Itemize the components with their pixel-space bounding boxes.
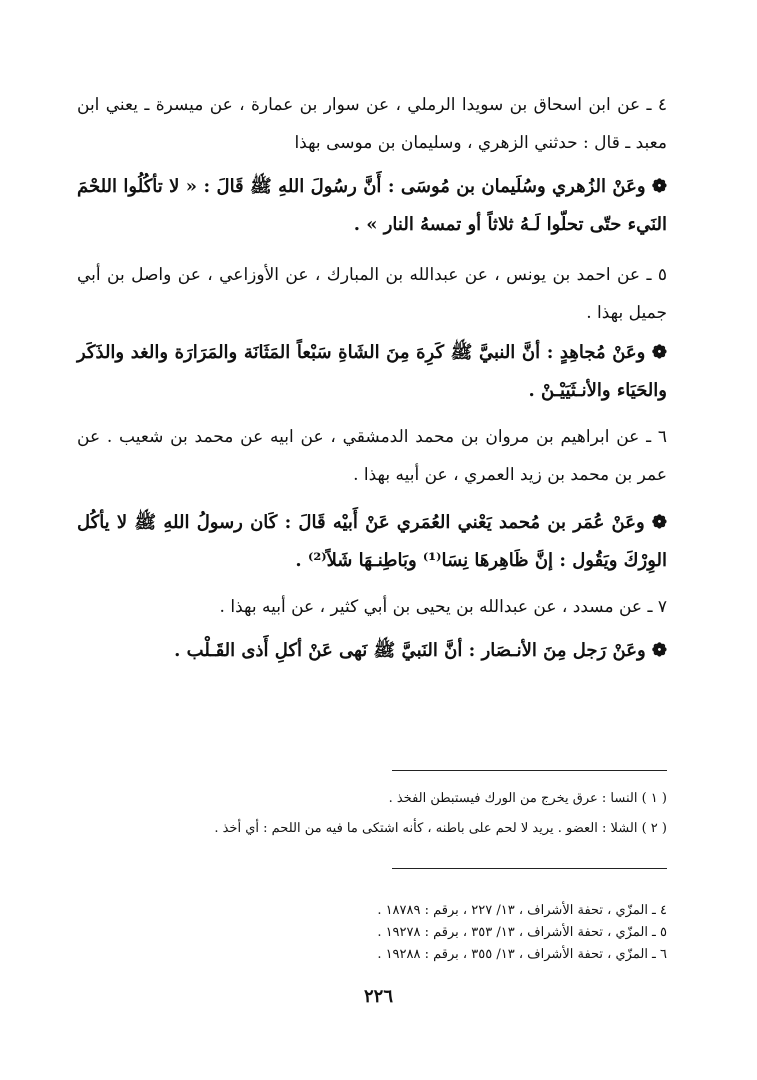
chain-4: ٤ ـ عن ابن اسحاق بن سويدا الرملي ، عن سوار بن عمارة ، عن ميسرة ـ يعني ابن معبد ـ قال : حدثني الزهري ، وسليمان بن موسى بهذا — [77, 95, 667, 153]
footnote-1: ( ١ ) النسا : عرق يخرج من الورك فيستبطن الفخذ . — [388, 791, 667, 806]
chain-6: ٦ ـ عن ابراهيم بن مروان بن محمد الدمشقي ، عن ابيه عن محمد بن شعيب . عن عمر بن محمد بن زيد العمري ، عن أبيه بهذا . — [77, 427, 667, 485]
page-number: ٢٢٦ — [363, 986, 393, 1007]
chain-5: ٥ ـ عن احمد بن يونس ، عن عبدالله بن المبارك ، عن الأوزاعي ، عن واصل بن أبي جميل بهذا . — [77, 265, 667, 323]
footnote-2: ( ٢ ) الشلا : العضو . يريد لا لحم على باطنه ، كأنه اشتكى ما فيه من اللحم : أي أخذ . — [214, 821, 667, 836]
reference-4: ٤ ـ المزّي ، تحفة الأشراف ، ١٣/ ٢٢٧ ، برقم : ١٨٧٨٩ . — [377, 903, 667, 918]
hadith-5: ❁ وعَنْ مُجاهِدٍ : أنَّ النبيَّ ﷺ كَرِهَ مِنَ الشَاةِ سَبْعاً المَثَانَة والمَرَارَة والغد والذَكَر والحَيَاء والأنـثَيَيْـنْ . — [77, 342, 667, 401]
reference-5: ٥ ـ المزّي ، تحفة الأشراف ، ١٣/ ٣٥٣ ، برقم : ١٩٢٧٨ . — [377, 925, 667, 940]
footnote-divider — [392, 770, 667, 771]
hadith-6: ❁ وعَنْ عُمَر بن مُحمد يَعْني العُمَري عَنْ أَبيْه قَالَ : كَان رسولُ اللهِ ﷺ لا يأكُل الوِرْكَ ويَقُول : إنَّ ظَاهِرهَا نِسَا⁽¹⁾ وبَاطِنـهَا شَلاً⁽²⁾ . — [77, 512, 667, 571]
references-divider — [392, 868, 667, 869]
hadith-7: ❁ وعَنْ رَجل مِنَ الأنـصَار : أنَّ النَبيَّ ﷺ نَهى عَنْ أكلِ أَذى القَـلْب . — [174, 640, 667, 661]
hadith-4: ❁ وعَنْ الزُهري وسُلَيمان بن مُوسَى : أَنَّ رسُولَ اللهِ ﷺ قَالَ : « لا تأكُلُوا اللحْمَ النَيء حتّى تحلّوا لَـهُ ثلاثاً أو تمسهُ النار » . — [77, 176, 667, 235]
reference-6: ٦ ـ المزّي ، تحفة الأشراف ، ١٣/ ٣٥٥ ، برقم : ١٩٢٨٨ . — [377, 947, 667, 962]
chain-7: ٧ ـ عن مسدد ، عن عبدالله بن يحيى بن أبي كثير ، عن أبيه بهذا . — [219, 597, 667, 617]
